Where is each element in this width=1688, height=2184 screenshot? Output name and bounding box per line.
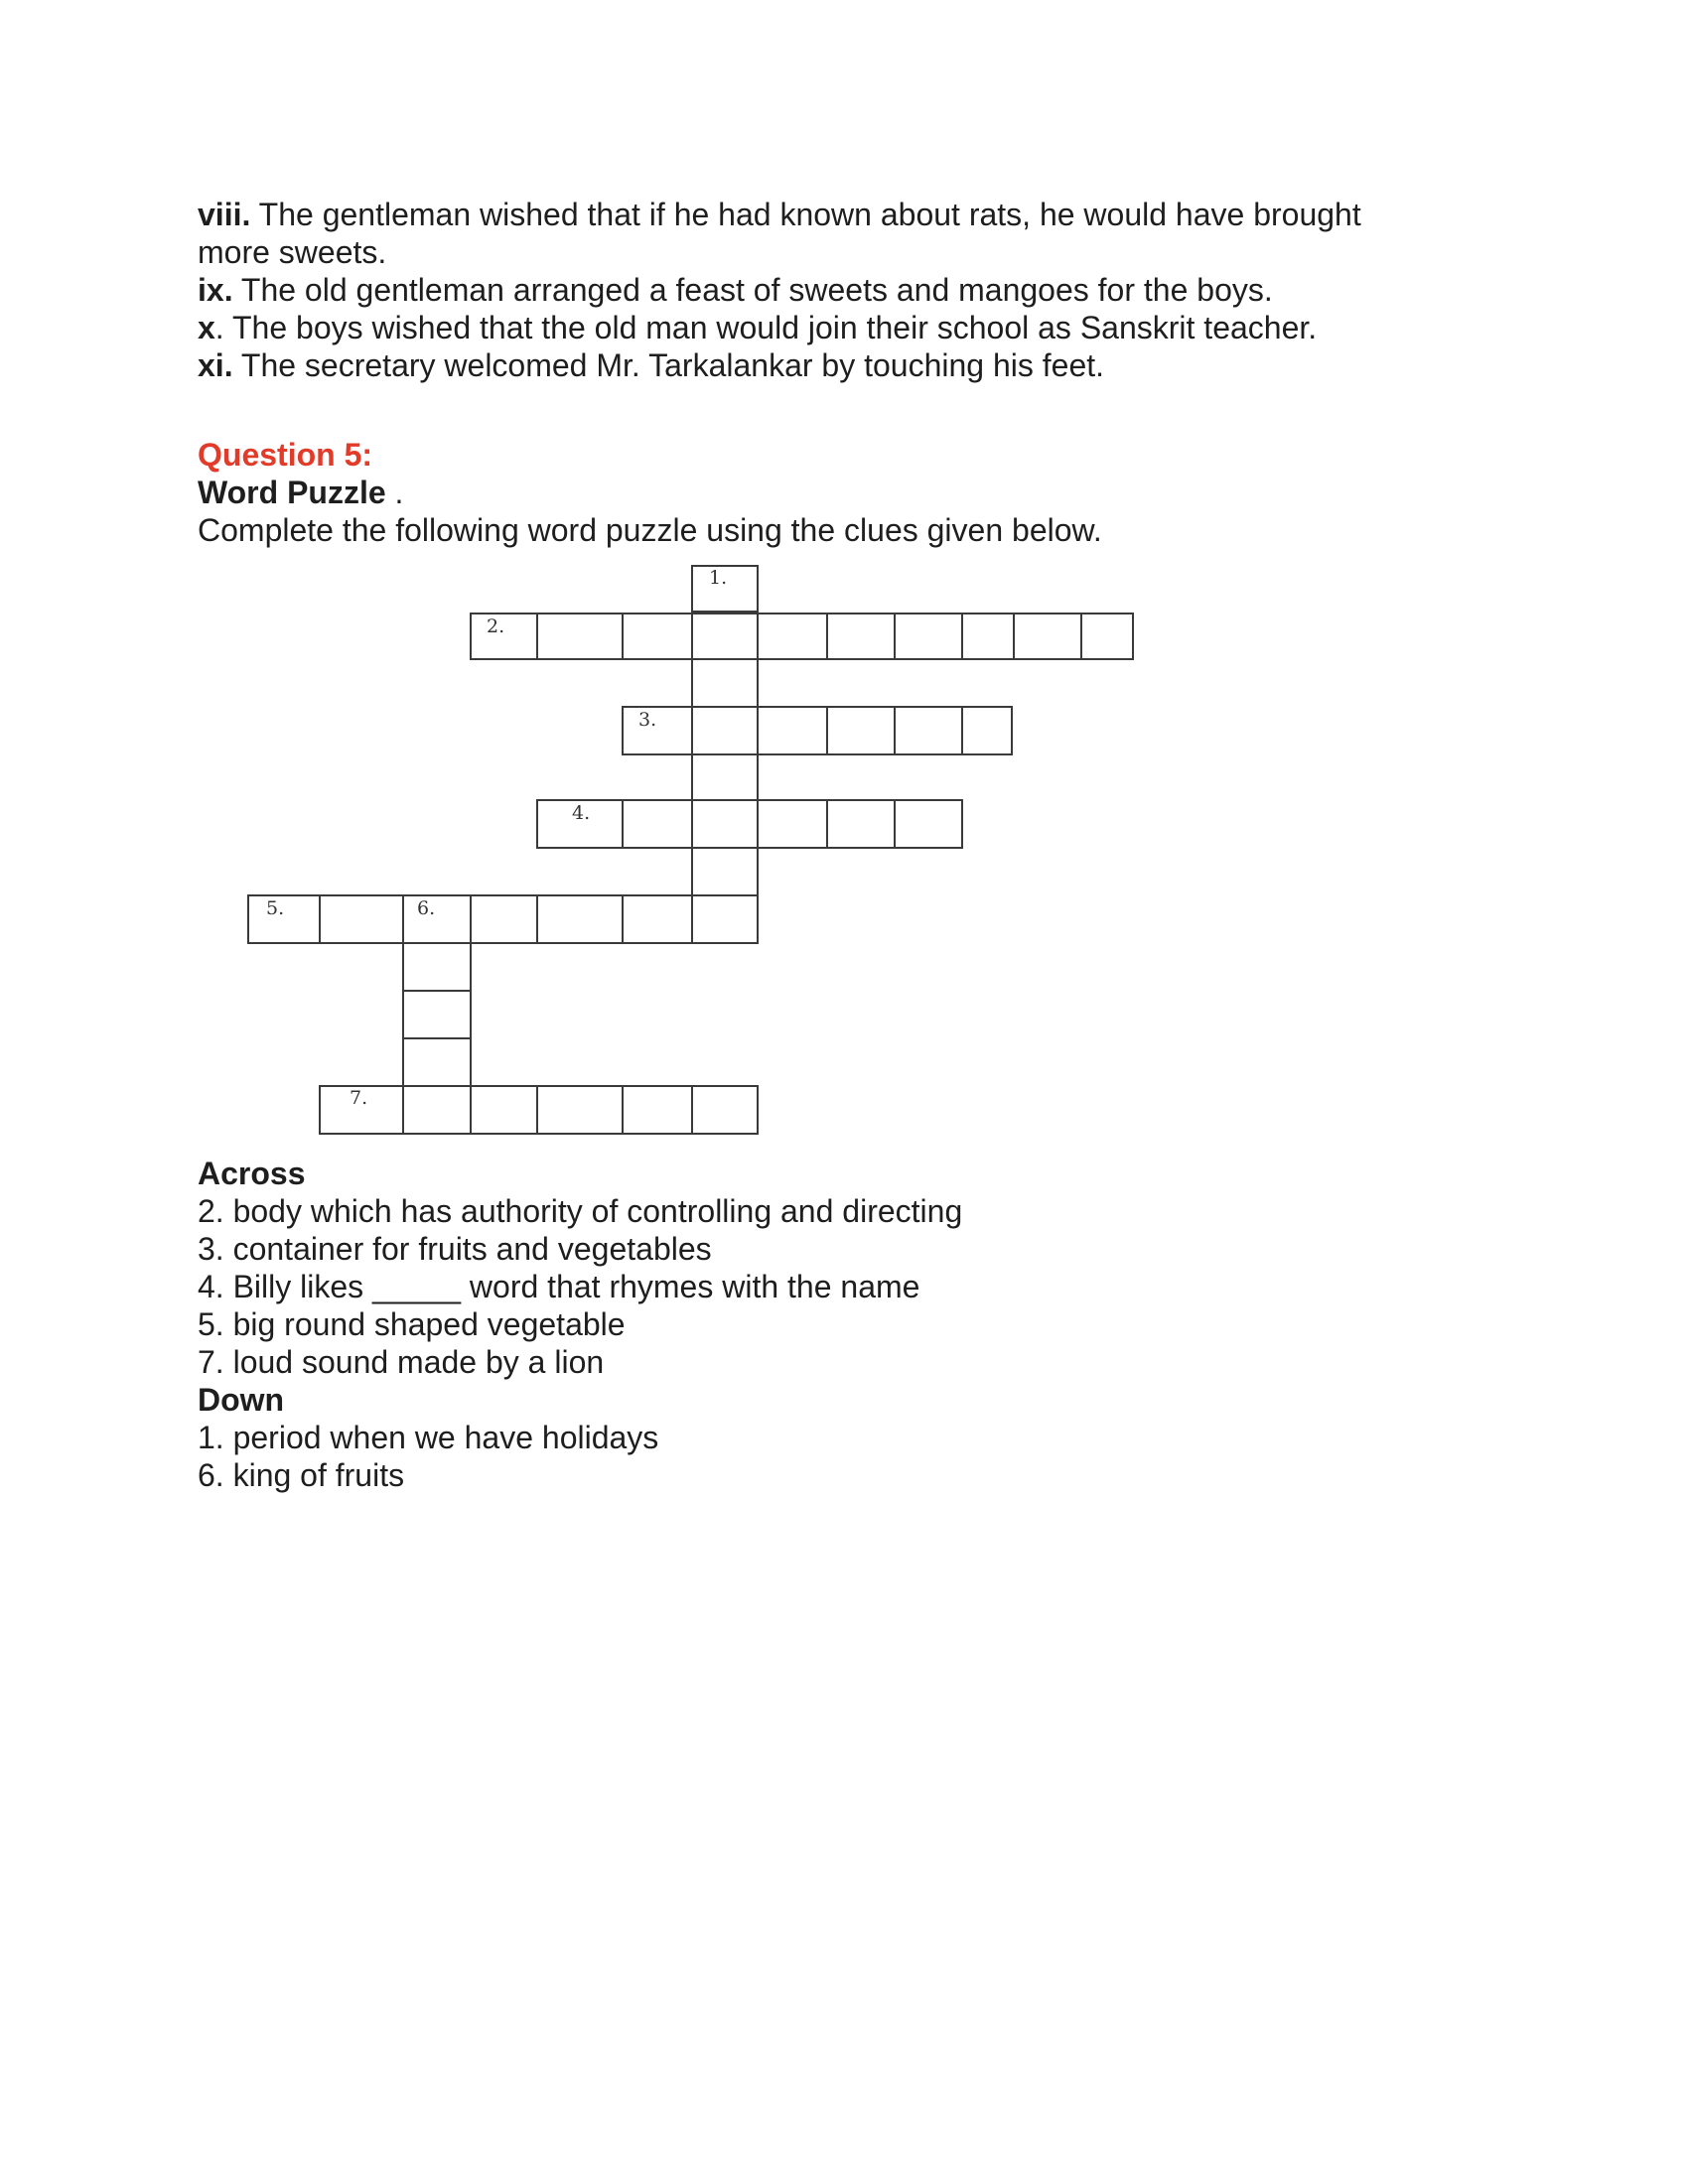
grid-cell[interactable] <box>402 990 472 1039</box>
grid-cell[interactable] <box>691 658 759 708</box>
statement-text: The old gentleman arranged a feast of sweets and mangoes for the boys. <box>232 272 1273 308</box>
grid-cell[interactable] <box>894 706 963 755</box>
statement-number: xi. <box>198 347 233 383</box>
puzzle-title-suffix: . <box>385 475 404 510</box>
statement-viii-cont <box>198 233 386 271</box>
across-clue: 5. big round shaped vegetable <box>198 1306 626 1342</box>
clue-number-3: 3. <box>638 709 657 731</box>
clue-number-6: 6. <box>417 897 436 919</box>
statement-xi <box>198 346 1104 384</box>
grid-cell[interactable] <box>691 894 759 944</box>
down-clue: 6. king of fruits <box>198 1457 405 1493</box>
statement-text: . The boys wished that the old man would join their school as Sanskrit teacher. <box>214 310 1318 345</box>
statement-text: more sweets. <box>198 234 387 270</box>
grid-cell[interactable] <box>536 1085 624 1135</box>
grid-cell[interactable] <box>691 799 759 849</box>
statement-ix <box>198 271 1273 309</box>
across-clue: 3. container for fruits and vegetables <box>198 1231 712 1267</box>
grid-cell[interactable] <box>757 706 828 755</box>
down-clue: 1. period when we have holidays <box>198 1420 659 1455</box>
instruction: Complete the following word puzzle using the clues given below. <box>198 512 1102 548</box>
grid-cell[interactable] <box>622 706 693 755</box>
question-heading: Question 5: <box>198 437 373 473</box>
clue-number-5: 5. <box>266 897 285 919</box>
clue-number-7: 7. <box>350 1087 368 1109</box>
grid-cell[interactable] <box>402 942 472 992</box>
across-clue: 7. loud sound made by a lion <box>198 1344 605 1380</box>
grid-cell[interactable] <box>402 1037 472 1087</box>
across-heading: Across <box>198 1156 306 1191</box>
grid-cell[interactable] <box>826 706 896 755</box>
statement-number: ix. <box>198 272 233 308</box>
statement-x <box>198 309 1317 346</box>
down-heading: Down <box>198 1382 285 1418</box>
grid-cell[interactable] <box>961 613 1015 660</box>
grid-cell[interactable] <box>1013 613 1082 660</box>
grid-cell[interactable] <box>826 799 896 849</box>
clue-number-2: 2. <box>487 615 505 637</box>
grid-cell[interactable] <box>894 799 963 849</box>
grid-cell[interactable] <box>757 613 828 660</box>
grid-cell[interactable] <box>622 1085 693 1135</box>
statement-number: x <box>198 310 215 345</box>
grid-cell[interactable] <box>470 894 538 944</box>
grid-cell[interactable] <box>622 613 693 660</box>
statement-viii <box>198 196 1361 233</box>
statement-number: viii. <box>198 197 251 232</box>
grid-cell[interactable] <box>470 1085 538 1135</box>
grid-cell[interactable] <box>826 613 896 660</box>
grid-cell[interactable] <box>757 799 828 849</box>
grid-cell[interactable] <box>319 894 404 944</box>
puzzle-title <box>198 474 403 511</box>
puzzle-title-text: Word Puzzle <box>198 475 386 510</box>
statement-text: The secretary welcomed Mr. Tarkalankar by touching his feet. <box>232 347 1105 383</box>
grid-cell[interactable] <box>622 799 693 849</box>
grid-cell[interactable] <box>961 706 1013 755</box>
grid-cell[interactable] <box>691 753 759 801</box>
grid-cell[interactable] <box>894 613 963 660</box>
grid-cell[interactable] <box>402 1085 472 1135</box>
grid-cell[interactable] <box>402 894 472 944</box>
across-clue: 4. Billy likes _____ word that rhymes with the name <box>198 1269 920 1304</box>
grid-cell[interactable] <box>536 613 624 660</box>
grid-cell[interactable] <box>622 894 693 944</box>
grid-cell[interactable] <box>691 706 759 755</box>
clue-number-4: 4. <box>572 802 591 824</box>
grid-cell[interactable] <box>691 613 759 660</box>
across-clue: 2. body which has authority of controlling and directing <box>198 1193 963 1229</box>
grid-cell[interactable] <box>1080 613 1134 660</box>
grid-cell[interactable] <box>691 847 759 896</box>
clue-number-1: 1. <box>709 567 728 589</box>
statement-text: The gentleman wished that if he had known about rats, he would have brought <box>250 197 1361 232</box>
grid-cell[interactable] <box>691 1085 759 1135</box>
grid-cell[interactable] <box>536 894 624 944</box>
